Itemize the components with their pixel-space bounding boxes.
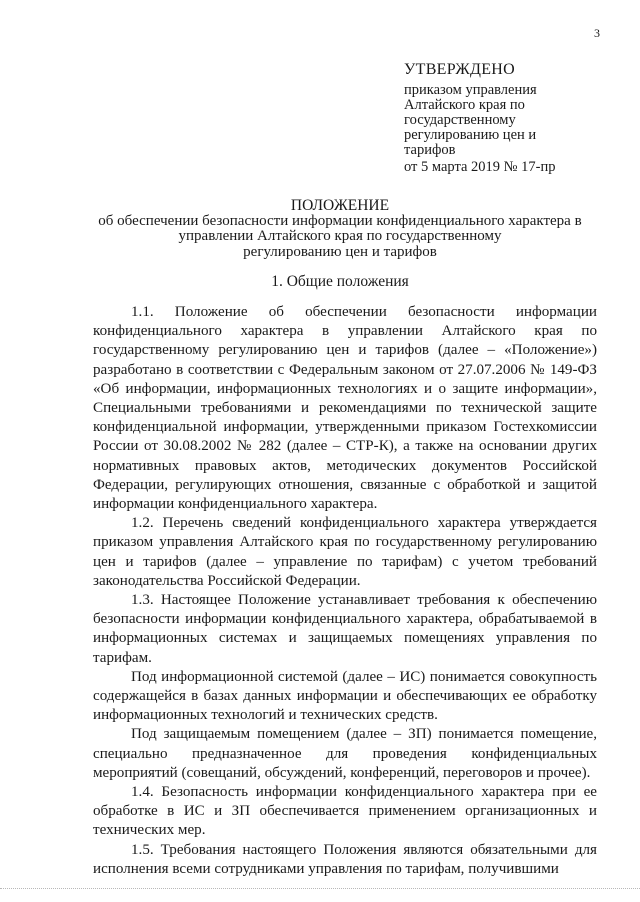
paragraph-zp-definition: Под защищаемым помещением (далее – ЗП) понимается помещение, специально предназначенное для проведения конфиденциальных мероприятий (совещаний, обсуждений, конференций, переговоров и прочее). [93,726,597,781]
approval-line: регулированию цен и [404,127,537,143]
paragraph-1-1: 1.1. Положение об обеспечении безопасности информации конфиденциального характера в управлении Алтайского края по государственному регулированию цен и тарифов (далее – «Положение») разработано в соответствии с Федеральным законом от 27.07.2006 № 149-ФЗ «Об информации, информационных технологиях и о защите информации», Специальными требованиями и рекомендациями по технической защите конфиденциальной информации, утвержденными приказом Гостехкомиссии России от 30.08.2002 № 282 (далее – СТР-К), а также на основании других нормативных правовых актов, методических документов Российской Федерации, регулирующих отношения, связанные с обработкой и защитой информации конфиденциального характера. [93,304,597,513]
title-main: ПОЛОЖЕНИЕ [290,197,390,214]
paragraph-1-2: 1.2. Перечень сведений конфиденциального характера утверждается приказом управления Алтайского края по государственному регулированию цен и тарифов (далее – управление по тарифам) с учетом требований законодательства Российской Федерации. [93,515,597,589]
approval-line: приказом управления [404,82,537,98]
title-line: регулированию цен и тарифов [243,243,437,260]
title-line: об обеспечении безопасности информации конфиденциального характера в [98,212,582,229]
approval-order: от 5 марта 2019 № 17-пр [404,159,556,175]
page-bottom-edge [0,888,640,889]
paragraph-1-4: 1.4. Безопасность информации конфиденциального характера при ее обработке в ИС и ЗП обеспечивается применением организационных и технических мер. [93,784,597,839]
approval-stamp [404,62,604,175]
document-body [93,303,597,879]
approval-heading: УТВЕРЖДЕНО [404,61,516,78]
title-line: управлении Алтайского края по государственному [178,228,502,244]
section-heading: 1. Общие положения [271,273,409,290]
paragraph-is-definition: Под информационной системой (далее – ИС) понимается совокупность содержащейся в базах данных информации и обеспечивающих ее обработку информационных технологий и технических средств. [93,668,597,724]
page-number: 3 [594,26,600,40]
paragraph-1-5: 1.5. Требования настоящего Положения являются обязательными для исполнения всеми сотрудниками управления по тарифам, получившими [93,841,597,877]
approval-line: тарифов [404,142,456,158]
approval-line: Алтайского края по [404,97,525,113]
document-title [80,198,600,260]
paragraph-1-3: 1.3. Настоящее Положение устанавливает требования к обеспечению безопасности информации конфиденциального характера, обрабатываемой в информационных системах и защищаемых помещениях управления по тарифам. [93,592,597,666]
approval-line: государственному [404,112,516,128]
